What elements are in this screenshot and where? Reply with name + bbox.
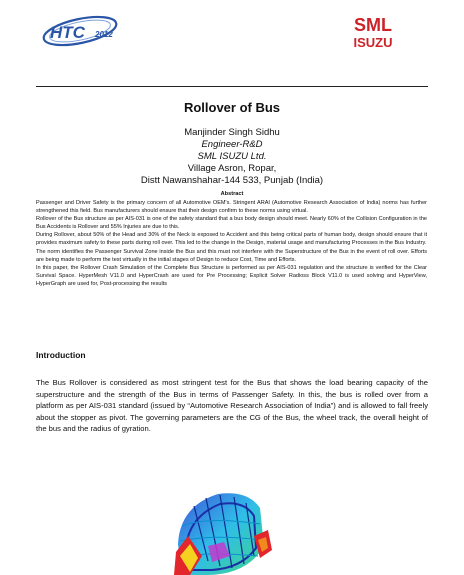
svg-text:HTC: HTC [50,23,85,42]
author-company: SML ISUZU Ltd. [197,151,267,162]
svg-text:ISUZU: ISUZU [353,35,393,50]
svg-text:SML: SML [354,15,392,35]
svg-text:2012: 2012 [95,30,113,39]
bus-rollover-simulation-figure [168,486,274,575]
abstract-paragraph: The norm identifies the Passenger Survival Zone inside the Bus and this must not interfere with the Superstructure of the Bus in the event of roll over. Efforts are being made to perform the test virtually in the initial stages of Design to reduce Cost, Time and Efforts. [36,248,427,263]
abstract-paragraph: During Rollover, about 50% of the Head and 30% of the Neck is exposed to Accident and this being critical parts of human body, design should ensure that it provides maximum safety to these parts during roll over. This led to the change in the Design, material usage and manufacturing Processes in the Bus Industry. [36,232,427,247]
introduction-heading: Introduction [36,350,86,360]
author-address-line1: Village Asron, Ropar, [187,163,277,174]
abstract-body [36,199,427,288]
paper-title: Rollover of Bus [183,100,281,115]
htc-2012-logo [40,14,136,48]
author-name: Manjinder Singh Sidhu [184,127,280,138]
author-address-line2: Distt Nawanshahar-144 533, Punjab (India) [140,175,324,186]
abstract-paragraph: Passenger and Driver Safety is the primary concern of all Automotive OEM's. Stringent ARAI (Automotive Research Association of India) norms has further strengthened this field. Bus manufacturers should ensure that their design confirm to these norms using virtual. [36,200,427,215]
introduction-paragraph: The Bus Rollover is considered as most stringent test for the Bus that shows the load bearing capacity of the superstructure and the strength of the Bus in terms of Passenger Safety. In this, the bus is rolled over from a platform as per AIS-031 standard (issued by “Automotive Research Association of India”) and is allowed to fall freely about the stopper as pivot. The governing parameters are the CG of the Bus, the wheel track, the overall height of the bus and the radius of gyration. [36,378,428,434]
sml-isuzu-logo [338,14,408,50]
header-rule [36,86,428,87]
abstract-heading: Abstract [220,191,244,197]
abstract-paragraph: Rollover of the Bus structure as per AIS-031 is one of the safety standard that a bus body design should meet. Nearly 60% of the Collision Configuration in the Bus Accidents is Rollover and 55% Injuries are due to this. [36,216,427,231]
author-block [0,127,464,187]
author-role: Engineer-R&D [201,139,263,150]
introduction-body [36,377,428,435]
abstract-paragraph: In this paper, the Rollover Crash Simulation of the Complete Bus Structure is performed as per AIS-031 regulation and the structure is verified for the Clear Survival Space. HyperMesh V11.0 and HyperCrash are used for Pre Processing; Explicit Solver Radioss Block V11.0 is used solving and HyperView, HyperGraph are used for, Post-processing the results [36,264,427,287]
